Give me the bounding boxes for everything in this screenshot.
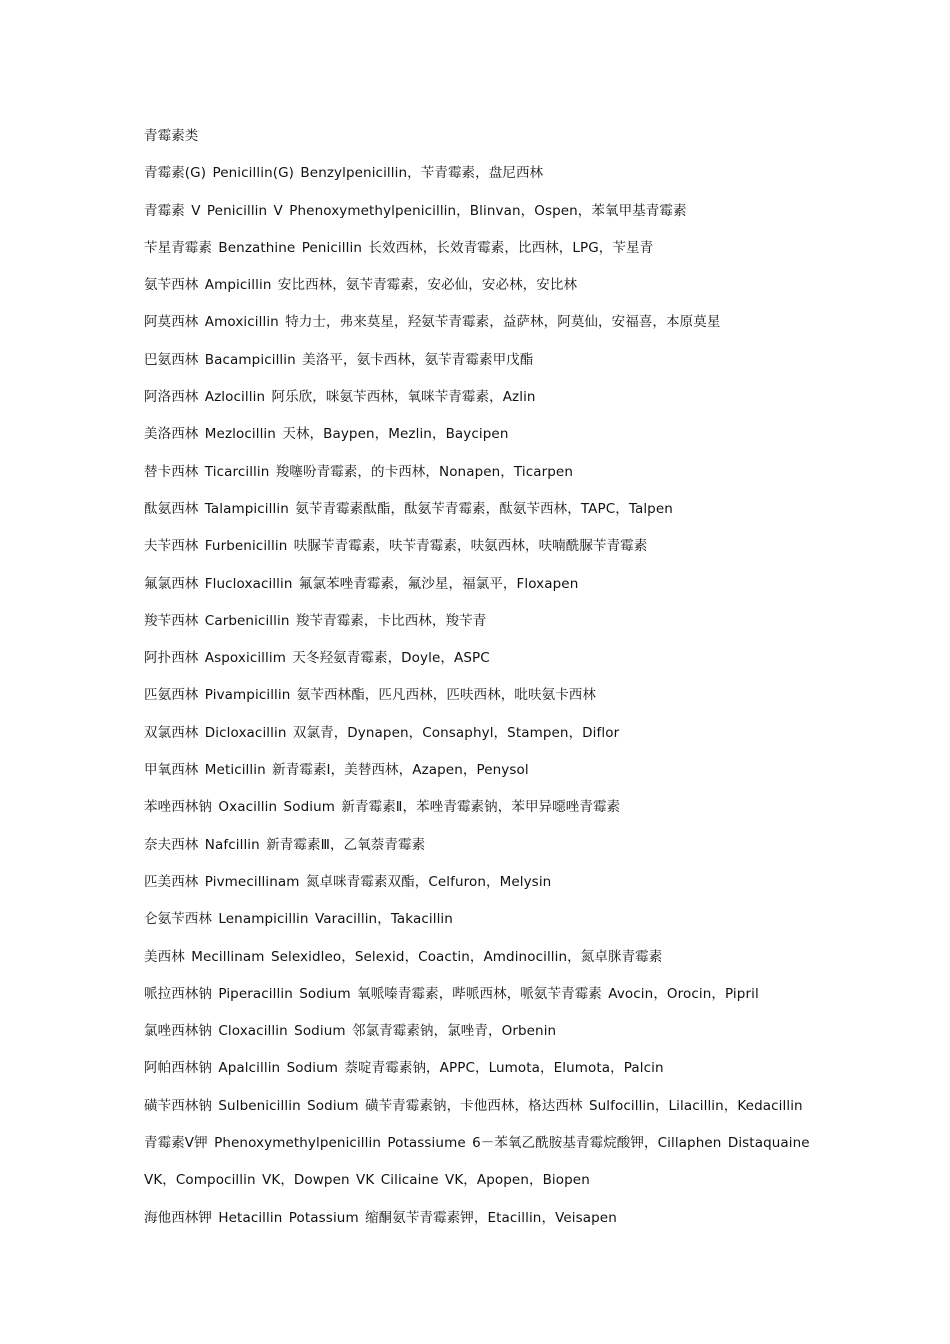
drug-entry-line: 匹美西林 Pivmecillinam 氮卓咪青霉素双酯，Celfuron，Melysin (144, 873, 552, 890)
drug-entry-line: 阿帕西林钠 Apalcillin Sodium 萘啶青霉素钠，APPC，Lumota，Elumota，Palcin (144, 1060, 664, 1077)
drug-entry-line: 氟氯西林 Flucloxacillin 氟氯苯唑青霉素，氟沙星，福氯平，Floxapen (144, 575, 579, 592)
drug-entry-line: 酞氨西林 Talampicillin 氨苄青霉素酞酯，酞氨苄青霉素，酞氨苄西林，TAPC，Talpen (144, 500, 673, 517)
drug-entry-line: 青霉素(G) Penicillin(G) Benzylpenicillin，苄青霉素，盘尼西林 (144, 165, 544, 182)
drug-entry-line: 奈夫西林 Nafcillin 新青霉素Ⅲ，乙氧萘青霉素 (144, 836, 426, 853)
drug-entry-line: 阿莫西林 Amoxicillin 特力士，弗来莫星，羟氨苄青霉素，益萨林，阿莫仙，安福喜，本原莫星 (144, 314, 721, 331)
drug-entry-line: 美洛西林 Mezlocillin 天林，Baypen，Mezlin，Baycipen (144, 426, 509, 443)
drug-entry-line: 氨苄西林 Ampicillin 安比西林，氨苄青霉素，安必仙，安必林，安比林 (144, 277, 578, 294)
section-heading: 青霉素类 (144, 128, 199, 144)
drug-entry-line: 海他西林钾 Hetacillin Potassium 缩酮氨苄青霉素钾，Etacillin，Veisapen (144, 1209, 617, 1226)
drug-entry-line: 苯唑西林钠 Oxacillin Sodium 新青霉素Ⅱ，苯唑青霉素钠，苯甲异噁唑青霉素 (144, 799, 621, 816)
drug-entry-continuation-line: VK，Compocillin VK，Dowpen VK Cilicaine VK，Apopen，Biopen (144, 1172, 590, 1189)
drug-entry-line: 甲氧西林 Meticillin 新青霉素Ⅰ，美替西林，Azapen，Penysol (144, 762, 529, 779)
drug-entry-line: 替卡西林 Ticarcillin 羧噻吩青霉素，的卡西林，Nonapen，Ticarpen (144, 463, 573, 480)
drug-entry-line: 苄星青霉素 Benzathine Penicillin 长效西林，长效青霉素，比西林，LPG，苄星青 (144, 239, 654, 256)
drug-entry-line: 夫苄西林 Furbenicillin 呋脲苄青霉素，呋苄青霉素，呋氨西林，呋喃酰脲苄青霉素 (144, 538, 648, 555)
document-body (144, 124, 844, 1243)
drug-entry-line: 哌拉西林钠 Piperacillin Sodium 氧哌嗪青霉素，哔哌西林，哌氨苄青霉素 Avocin，Orocin，Pipril (144, 985, 759, 1002)
drug-entry-line: 氯唑西林钠 Cloxacillin Sodium 邻氯青霉素钠，氯唑青，Orbenin (144, 1023, 557, 1040)
drug-entry-line: 阿扑西林 Aspoxicillim 天冬羟氨青霉素，Doyle，ASPC (144, 650, 490, 667)
drug-entry-line: 磺苄西林钠 Sulbenicillin Sodium 磺苄青霉素钠，卡他西林，格达西林 Sulfocillin，Lilacillin，Kedacillin (144, 1097, 803, 1114)
drug-entry-line: 青霉素Ⅴ钾 Phenoxymethylpenicillin Potassiume 6－苯氧乙酰胺基青霉烷酸钾，Cillaphen Distaquaine (144, 1135, 810, 1152)
drug-entry-line: 双氯西林 Dicloxacillin 双氯青，Dynapen，Consaphyl，Stampen，Diflor (144, 724, 620, 741)
drug-entry-line: 阿洛西林 Azlocillin 阿乐欣，咪氨苄西林，氧咪苄青霉素，Azlin (144, 389, 536, 406)
drug-entry-line: 青霉素 V Penicillin V Phenoxymethylpenicillin，Blinvan，Ospen，苯氧甲基青霉素 (144, 202, 687, 219)
drug-entry-line: 匹氨西林 Pivampicillin 氨苄西林酯，匹凡西林，匹呋西林，吡呋氨卡西林 (144, 687, 596, 704)
drug-entry-line: 仑氨苄西林 Lenampicillin Varacillin，Takacillin (144, 911, 453, 928)
drug-entry-line: 巴氨西林 Bacampicillin 美洛平，氨卡西林，氨苄青霉素甲戊酯 (144, 351, 534, 368)
drug-entry-line: 美西林 Mecillinam Selexidleo，Selexid，Coactin，Amdinocillin，氮卓脒青霉素 (144, 948, 663, 965)
drug-entry-line: 羧苄西林 Carbenicillin 羧苄青霉素，卡比西林，羧苄青 (144, 612, 487, 629)
